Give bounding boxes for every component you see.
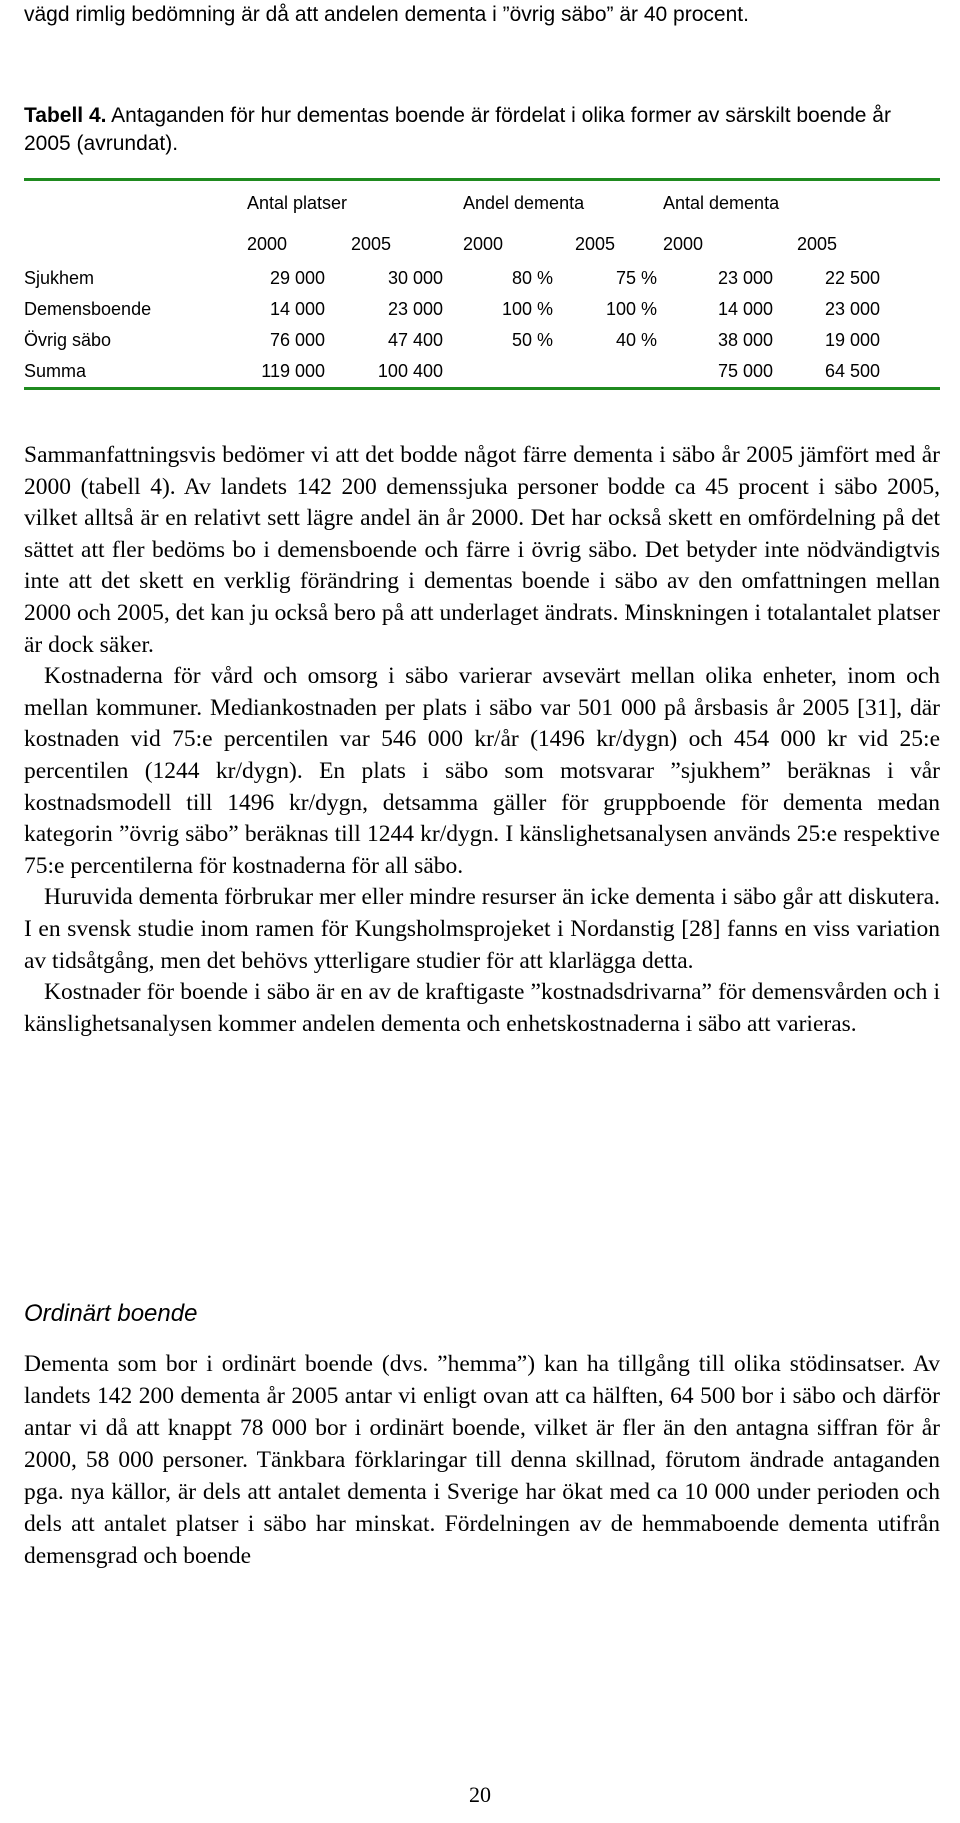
table-cell: 23 000 (717, 268, 773, 288)
table-cell: 14 000 (269, 299, 325, 319)
table-cell: 29 000 (269, 268, 325, 288)
row-label: Övrig säbo (24, 330, 112, 350)
table-row (24, 263, 940, 294)
header-empty-cell (24, 225, 217, 263)
table-cell (443, 356, 553, 387)
table-cell: 40 % (615, 330, 657, 350)
table-caption-text: Antaganden för hur dementas boende är fördelat i olika former av särskilt boende år 2005 (avrundat). (24, 104, 891, 155)
table-grid (24, 181, 940, 387)
header-pad (880, 225, 940, 263)
body-paragraph: Kostnader för boende i säbo är en av de kraftigaste ”kostnadsdrivarna” för demensvården och i känslighetsanalysen kommer andelen dementa och enhetskostnaderna i säbo att varieras. (24, 979, 940, 1037)
body-paragraph: Huruvida dementa förbrukar mer eller mindre resurser än icke dementa i säbo går att diskutera. I en svensk studie inom ramen för Kungsholmsprojeket i Nordanstig [28] fanns en viss variation av tidsåtgång, men det behövs ytterligare studier för att klarlägga detta. (24, 884, 940, 974)
table-cell: 38 000 (717, 330, 773, 350)
table-cell: 119 000 (261, 361, 325, 381)
table-cell (553, 356, 657, 387)
header-group: Antal platser (247, 192, 348, 213)
body-paragraph: Kostnaderna för vård och omsorg i säbo varierar avsevärt mellan olika enheter, inom och mellan kommuner. Mediankostnaden per plats i säbo var 501 000 på årsbasis år 2005 [31], där kostnaden vid 75:e percentilen var 546 000 kr/år (1496 kr/dygn) och 454 000 kr vid 25:e percentilen (1244 kr/dygn). En plats i säbo som motsvarar ”sjukhem” beräknas i vår kostnadsmodell till 1496 kr/dygn, detsamma gäller för gruppboende för dementa medan kategorin ”övrig säbo” beräknas till 1244 kr/dygn. I känslighetsanalysen används 25:e respektive 75:e percentilerna för kostnaderna för all säbo. (24, 663, 940, 879)
header-year: 2000 (247, 233, 288, 254)
table-cell: 14 000 (717, 299, 773, 319)
table-bottom-rule (24, 387, 940, 390)
header-year: 2005 (797, 233, 838, 254)
body-paragraph: Sammanfattningsvis bedömer vi att det bodde något färre dementa i säbo år 2005 jämfört med år 2000 (tabell 4). Av landets 142 200 demenssjuka personer bodde ca 45 procent i säbo 2005, vilket alltså är en relativt sett lägre andel än år 2000. Det har också skett en omfördelning på det sättet att fler bedöms bo i demensboende och färre i övrig säbo. Det betyder inte nödvändigtvis inte att det skett en verklig förändring i dementas boende i säbo av den omfattningen mellan 2000 och 2005, det kan ju också bero på att underlaget ändrats. Minskningen i totalantalet platser är dock säker. (24, 442, 940, 658)
row-pad (880, 294, 940, 325)
body-paragraph: Dementa som bor i ordinärt boende (dvs. ”hemma”) kan ha tillgång till olika stödinsatser. Av landets 142 200 dementa år 2005 antar vi enligt ovan att ca hälften, 64 500 bor i säbo och därför antar vi då att knappt 78 000 bor i ordinärt boende, vilket är fler än den antagna siffran för år 2000, 58 000 personer. Tänkbara förklaringar till denna skillnad, förutom ändrade antaganden pga. nya källor, är dels att antalet dementa i Sverige har ökat med ca 10 000 under perioden och dels att antalet platser i säbo har minskat. Fördelningen av de hemmaboende dementa utifrån demensgrad och boende (24, 1351, 940, 1569)
table-cell: 64 500 (824, 361, 880, 381)
header-year: 2005 (575, 233, 616, 254)
table-cell: 19 000 (824, 330, 880, 350)
row-label: Sjukhem (24, 268, 95, 288)
table-header-years (24, 225, 940, 263)
row-label: Demensboende (24, 299, 152, 319)
table-cell: 75 % (615, 268, 657, 288)
table-cell: 47 400 (387, 330, 443, 350)
header-empty-cell (24, 181, 217, 225)
table-cell: 75 000 (717, 361, 773, 381)
table-cell: 76 000 (269, 330, 325, 350)
data-table (24, 178, 940, 390)
table-cell: 80 % (511, 268, 553, 288)
header-year: 2000 (663, 233, 704, 254)
body-section (24, 440, 940, 1040)
table-label: Tabell 4. (24, 104, 107, 127)
section-heading: Ordinärt boende (24, 1300, 198, 1327)
header-group: Antal dementa (663, 192, 780, 213)
row-label: Summa (24, 361, 87, 381)
table-cell: 100 % (501, 299, 553, 319)
intro-paragraph: vägd rimlig bedömning är då att andelen dementa i ”övrig säbo” är 40 procent. (24, 3, 749, 26)
row-pad (880, 356, 940, 387)
row-pad (880, 325, 940, 356)
header-year: 2000 (463, 233, 504, 254)
table-row-total (24, 356, 940, 387)
table-cell: 23 000 (387, 299, 443, 319)
table-cell: 50 % (511, 330, 553, 350)
page-number: 20 (469, 1782, 491, 1807)
table-cell: 100 % (605, 299, 657, 319)
table-cell: 100 400 (377, 361, 443, 381)
table-cell: 30 000 (387, 268, 443, 288)
header-group: Andel dementa (463, 192, 585, 213)
table-cell: 23 000 (824, 299, 880, 319)
section-body (24, 1348, 940, 1572)
table-row (24, 325, 940, 356)
table-header-groups (24, 181, 940, 225)
table-cell: 22 500 (824, 268, 880, 288)
table-caption (24, 102, 940, 158)
row-pad (880, 263, 940, 294)
header-year: 2005 (351, 233, 392, 254)
table-row (24, 294, 940, 325)
